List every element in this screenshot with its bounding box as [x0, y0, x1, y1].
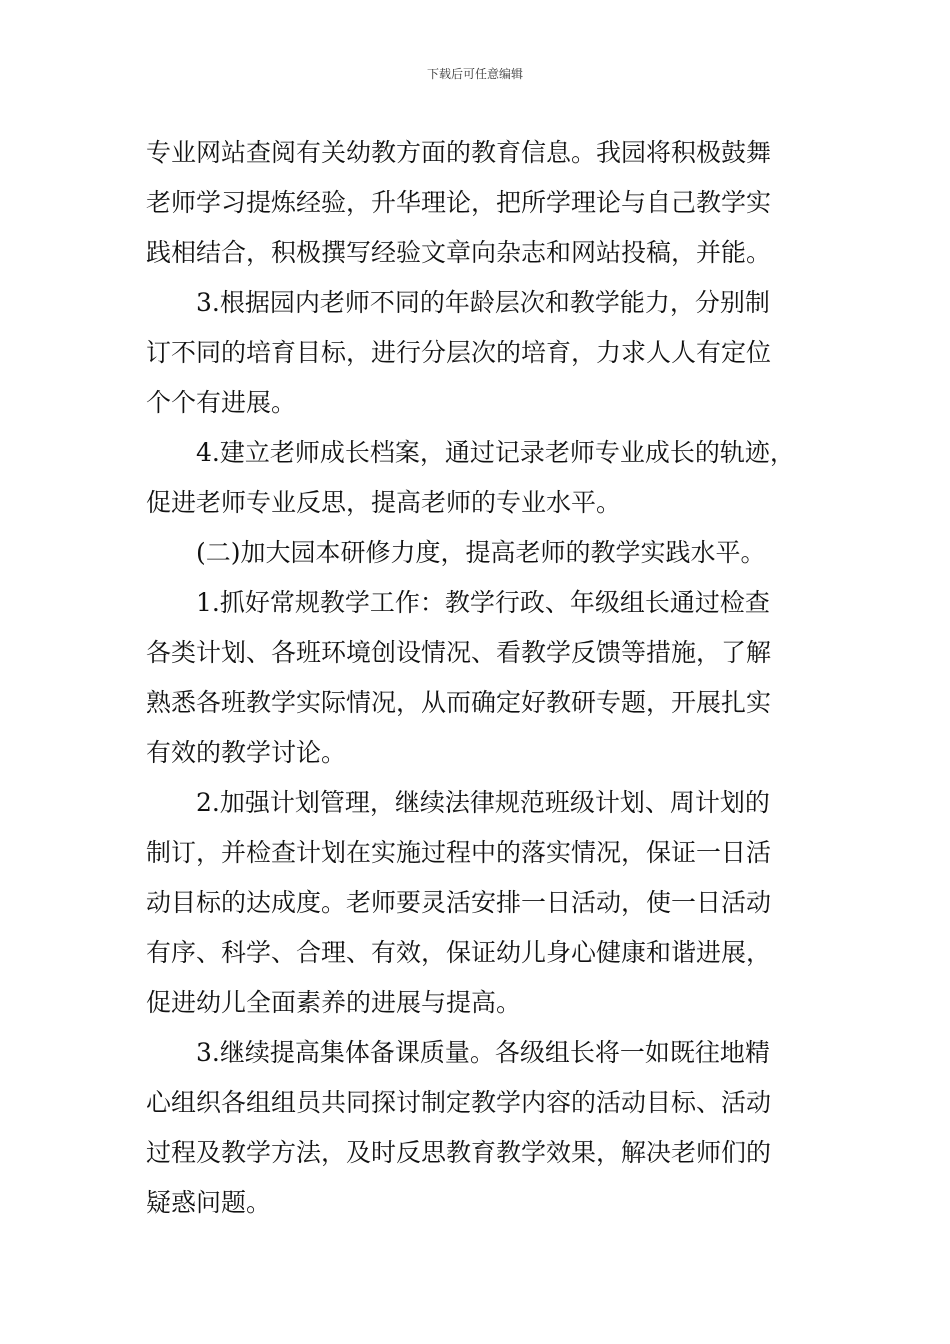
- text-line: 3.根据园内老师不同的年龄层次和教学能力，分别制: [196, 288, 770, 317]
- text-line: 3.继续提高集体备课质量。各级组长将一如既往地精: [196, 1038, 770, 1067]
- paragraph-3: [146, 428, 830, 528]
- text-line: 订不同的培育目标，进行分层次的培育，力求人人有定位: [146, 338, 772, 367]
- text-line: 制订，并检查计划在实施过程中的落实情况，保证一日活: [146, 838, 772, 867]
- text-line: 有效的教学讨论。: [146, 738, 347, 767]
- text-line: 过程及教学方法，及时反思教育教学效果，解决老师们的: [146, 1138, 772, 1167]
- paragraph-7: [146, 1028, 830, 1228]
- text-line: 2.加强计划管理，继续法律规范班级计划、周计划的: [196, 788, 770, 817]
- paragraph-5: [146, 578, 830, 778]
- text-line: 熟悉各班教学实际情况，从而确定好教研专题，开展扎实: [146, 688, 772, 717]
- text-line: 各类计划、各班环境创设情况、看教学反馈等措施，了解: [146, 638, 772, 667]
- text-line: 专业网站查阅有关幼教方面的教育信息。我园将积极鼓舞: [146, 138, 772, 167]
- text-line: (二)加大园本研修力度，提高老师的教学实践水平。: [196, 538, 766, 567]
- text-line: 践相结合，积极撰写经验文章向杂志和网站投稿，并能。: [146, 238, 772, 267]
- text-line: 疑惑问题。: [146, 1188, 272, 1217]
- text-line: 个个有进展。: [146, 388, 297, 417]
- document-body: [146, 128, 830, 1228]
- text-line: 心组织各组组员共同探讨制定教学内容的活动目标、活动: [146, 1088, 772, 1117]
- text-line: 促进老师专业反思，提高老师的专业水平。: [146, 488, 622, 517]
- paragraph-1: [146, 128, 830, 278]
- paragraph-2: [146, 278, 830, 428]
- text-line: 老师学习提炼经验，升华理论，把所学理论与自己教学实: [146, 188, 772, 217]
- paragraph-6: [146, 778, 830, 1028]
- text-line: 1.抓好常规教学工作：教学行政、年级组长通过检查: [196, 588, 770, 617]
- text-line: 动目标的达成度。老师要灵活安排一日活动，使一日活动: [146, 888, 772, 917]
- page-header-note: 下载后可任意编辑: [426, 67, 523, 81]
- text-line: 促进幼儿全面素养的进展与提高。: [146, 988, 522, 1017]
- text-line: 有序、科学、合理、有效，保证幼儿身心健康和谐进展，: [146, 938, 772, 967]
- text-line: 4.建立老师成长档案，通过记录老师专业成长的轨迹，: [196, 438, 795, 467]
- section-heading: [146, 528, 830, 578]
